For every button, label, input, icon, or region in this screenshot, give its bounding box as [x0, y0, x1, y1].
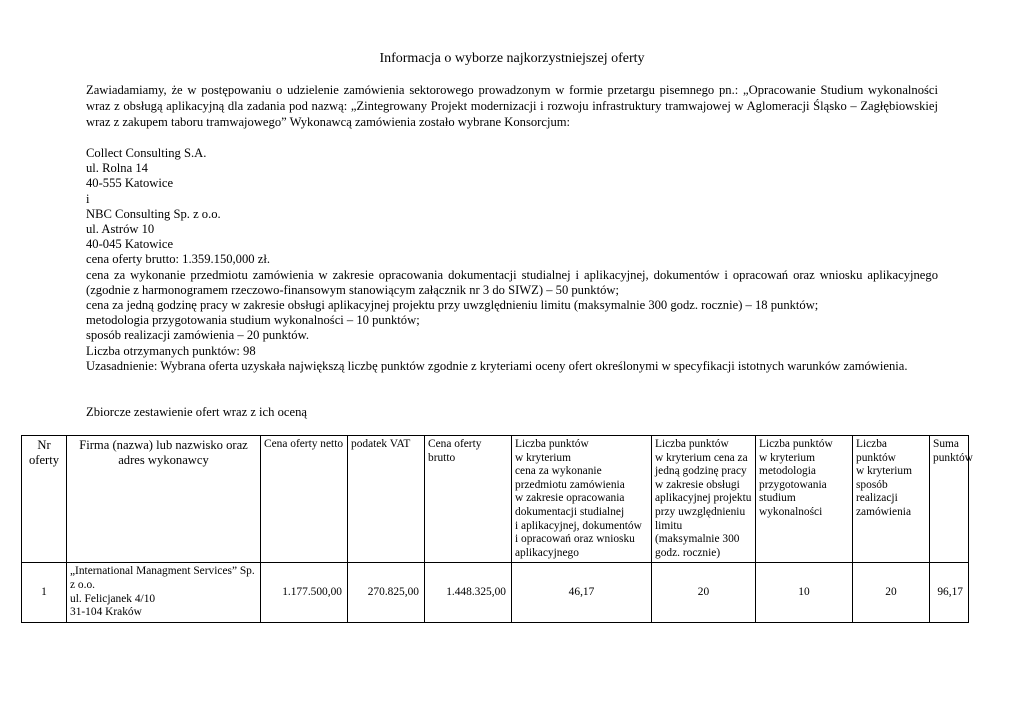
summary-title: Zbiorcze zestawienie ofert wraz z ich oceną — [86, 405, 307, 419]
offers-table — [21, 435, 973, 623]
detail-line: cena oferty brutto: 1.359.150,000 zł. — [86, 252, 270, 267]
detail-line: ul. Rolna 14 — [86, 161, 148, 176]
cell-brutto: 1.448.325,00 — [425, 563, 512, 622]
detail-line: 40-045 Katowice — [86, 237, 174, 252]
cell-firm: „International Managment Services” Sp. z o.o. ul. Felicjanek 4/10 31-104 Kraków — [67, 563, 261, 622]
detail-line: sposób realizacji zamówienia – 20 punktów. — [86, 328, 310, 343]
header-firm: Firma (nazwa) lub nazwisko oraz adres wykonawcy — [67, 436, 261, 563]
detail-line: Uzasadnienie: Wybrana oferta uzyskała największą liczbę punktów zgodnie z kryteriami oceny ofert określonymi w specyfikacji istotnych warunków zamówienia. — [86, 358, 908, 373]
winner-details — [86, 146, 938, 374]
cell-netto: 1.177.500,00 — [261, 563, 348, 622]
intro-paragraph: Zawiadamiamy, że w postępowaniu o udzielenie zamówienia sektorowego prowadzonym w formie przetargu pisemnego pn.: „Opracowanie Studium wykonalności wraz z obsługą aplikacyjną dla zadania pod nazwą: „Zintegrowany Projekt modernizacji i rozwoju infrastruktury tramwajowej w Aglomeracji Śląsko – Zagłębiowskiej wraz z zakupem taboru tramwajowego” Wykonawcą zamówienia zostało wybrane Konsorcjum: — [86, 83, 938, 129]
table-row — [22, 563, 969, 622]
header-netto: Cena oferty netto — [261, 436, 348, 563]
header-nr: Nr oferty — [22, 436, 67, 563]
cell-points-realization: 20 — [853, 563, 930, 622]
cell-points-method: 10 — [756, 563, 853, 622]
detail-line: Liczba otrzymanych punktów: 98 — [86, 343, 256, 358]
detail-line: Collect Consulting S.A. — [86, 146, 207, 160]
detail-line: cena za wykonanie przedmiotu zamówienia w zakresie opracowania dokumentacji studialnej i aplikacyjnej, dokumentów i opracowań oraz wniosku aplikacyjnego (zgodnie z harmonogramem rzeczowo-finansowym stanowiącym załącznik nr 3 do SIWZ) – 50 punktów; — [86, 267, 938, 297]
detail-line: ul. Astrów 10 — [86, 222, 155, 237]
header-brutto: Cena oferty brutto — [425, 436, 512, 563]
detail-line: 40-555 Katowice — [86, 176, 174, 191]
header-points-realization: Liczba punktów w kryterium sposób realizacji zamówienia — [853, 436, 930, 563]
detail-line: i — [86, 191, 90, 206]
table-header-row — [22, 436, 969, 563]
header-points-method: Liczba punktów w kryterium metodologia przygotowania studium wykonalności — [756, 436, 853, 563]
header-vat: podatek VAT — [348, 436, 425, 563]
detail-line: cena za jedną godzinę pracy w zakresie obsługi aplikacyjnej projektu przy uwzględnieniu limitu (maksymalnie 300 godz. rocznie) – 18 punktów; — [86, 298, 819, 313]
cell-nr: 1 — [22, 563, 67, 622]
cell-vat: 270.825,00 — [348, 563, 425, 622]
header-points-price: Liczba punktów w kryterium cena za wykonanie przedmiotu zamówienia w zakresie opracowania dokumentacji studialnej i aplikacyjnej, dokumentów i opracowań oraz wniosku aplikacyjnego — [512, 436, 652, 563]
header-sum: Suma punktów — [930, 436, 969, 563]
detail-line: metodologia przygotowania studium wykonalności – 10 punktów; — [86, 313, 420, 328]
cell-sum: 96,17 — [930, 563, 969, 622]
cell-points-hour: 20 — [652, 563, 756, 622]
document-title: Informacja o wyborze najkorzystniejszej oferty — [379, 51, 645, 66]
detail-line: NBC Consulting Sp. z o.o. — [86, 206, 221, 221]
header-points-hour: Liczba punktów w kryterium cena za jedną godzinę pracy w zakresie obsługi aplikacyjnej projektu przy uwzględnieniu limitu (maksymalnie 300 godz. rocznie) — [652, 436, 756, 563]
cell-points-price: 46,17 — [512, 563, 652, 622]
